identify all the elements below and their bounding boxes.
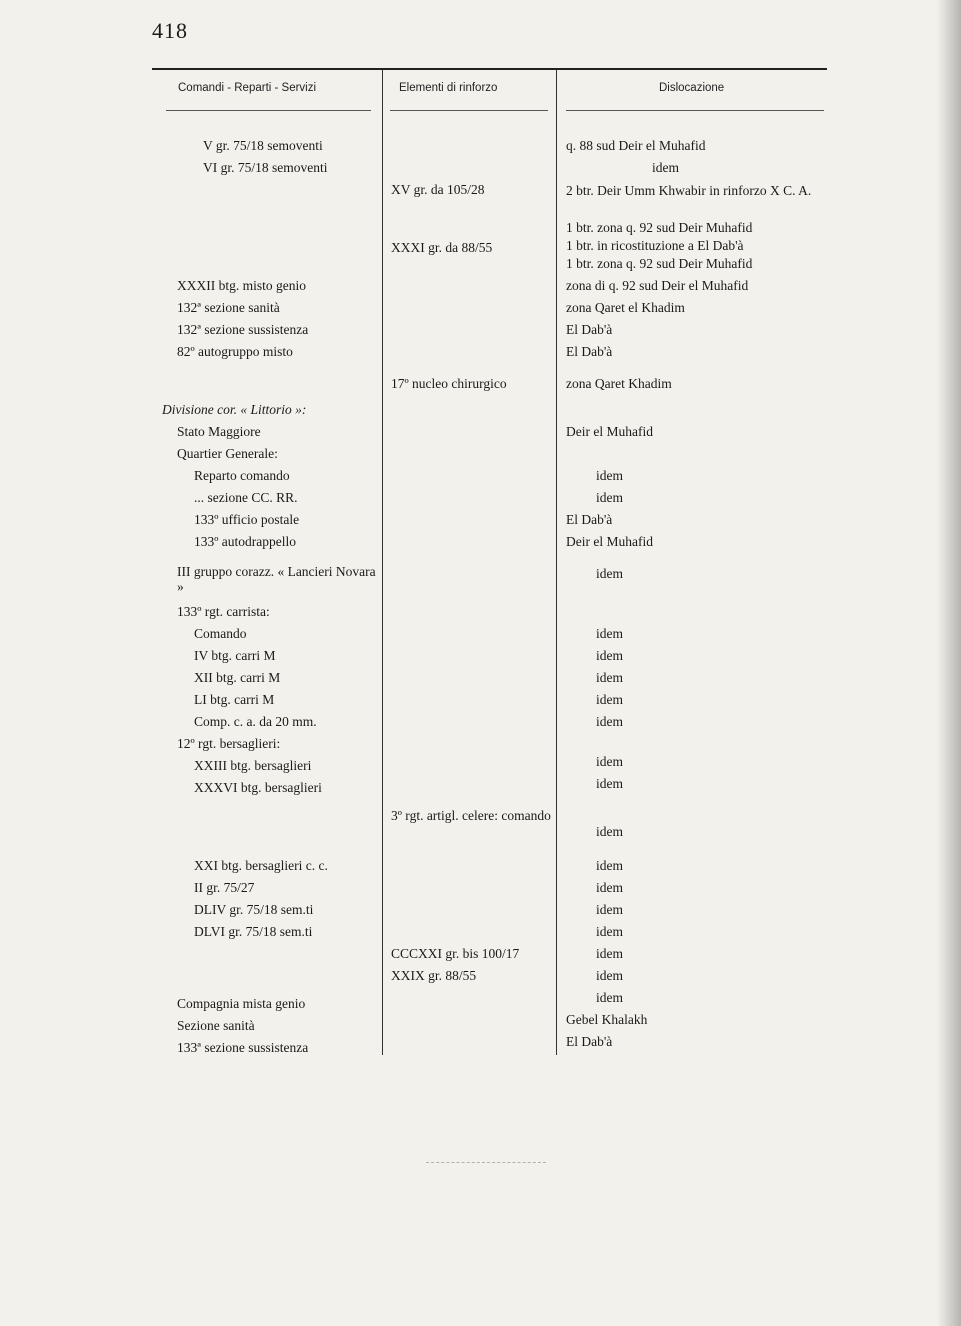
location-entry: 1 btr. zona q. 92 sud Deir Muhafid bbox=[566, 220, 753, 235]
location-entry: zona di q. 92 sud Deir el Muhafid bbox=[566, 278, 749, 293]
location-entry: zona Qaret Khadim bbox=[566, 376, 672, 391]
location-entry: idem bbox=[596, 902, 623, 917]
location-entry: Deir el Muhafid bbox=[566, 424, 653, 439]
column-header-units: Comandi - Reparti - Servizi bbox=[178, 82, 317, 94]
location-entry: El Dab'à bbox=[566, 344, 613, 359]
unit-entry: Quartier Generale: bbox=[177, 446, 278, 461]
unit-entry: ... sezione CC. RR. bbox=[194, 490, 298, 505]
unit-entry: 12º rgt. bersaglieri: bbox=[177, 736, 281, 751]
unit-entry: II gr. 75/27 bbox=[194, 880, 255, 895]
reinforcement-entry: XXIX gr. 88/55 bbox=[391, 968, 477, 983]
location-entry: 2 btr. Deir Umm Khwabir in rinforzo X C. A. bbox=[566, 183, 812, 198]
unit-entry: 133º autodrappello bbox=[194, 534, 297, 549]
location-entry: idem bbox=[596, 754, 623, 769]
unit-entry: 133ª sezione sussistenza bbox=[177, 1040, 309, 1055]
unit-entry: LI btg. carri M bbox=[194, 692, 275, 707]
unit-entry: XII btg. carri M bbox=[194, 670, 281, 685]
location-entry: Gebel Khalakh bbox=[566, 1012, 648, 1027]
header-underline-location bbox=[566, 110, 824, 111]
location-entry: idem bbox=[596, 924, 623, 939]
division-heading: Divisione cor. « Littorio »: bbox=[162, 402, 307, 417]
unit-entry: XXXII btg. misto genio bbox=[177, 278, 306, 293]
unit-entry: 132ª sezione sussistenza bbox=[177, 322, 309, 337]
location-entry: Deir el Muhafid bbox=[566, 534, 653, 549]
location-entry: idem bbox=[596, 566, 623, 581]
location-entry: zona Qaret el Khadim bbox=[566, 300, 685, 315]
location-entry: idem bbox=[596, 648, 623, 663]
location-entry: El Dab'à bbox=[566, 322, 613, 337]
unit-entry: Stato Maggiore bbox=[177, 424, 261, 439]
unit-entry: Comp. c. a. da 20 mm. bbox=[194, 714, 317, 729]
location-entry: El Dab'à bbox=[566, 512, 613, 527]
location-entry: idem bbox=[596, 990, 623, 1005]
column-separator-2 bbox=[556, 70, 557, 1055]
location-entry: idem bbox=[596, 968, 623, 983]
header-underline-reinforcements bbox=[390, 110, 548, 111]
unit-entry: DLVI gr. 75/18 sem.ti bbox=[194, 924, 313, 939]
location-entry: idem bbox=[596, 490, 623, 505]
location-entry: idem bbox=[596, 626, 623, 641]
unit-entry: V gr. 75/18 semoventi bbox=[203, 138, 323, 153]
reinforcement-entry: XXXI gr. da 88/55 bbox=[391, 240, 493, 255]
location-entry: idem bbox=[596, 880, 623, 895]
page-number: 418 bbox=[152, 18, 188, 43]
unit-entry: 132ª sezione sanità bbox=[177, 300, 280, 315]
print-smudge bbox=[426, 1162, 546, 1163]
unit-entry: 133º ufficio postale bbox=[194, 512, 300, 527]
unit-entry: XXXVI btg. bersaglieri bbox=[194, 780, 322, 795]
top-rule bbox=[152, 68, 827, 70]
unit-entry: III gruppo corazz. « Lancieri Novara » bbox=[177, 564, 376, 594]
reinforcement-entry: CCCXXI gr. bis 100/17 bbox=[391, 946, 520, 961]
location-entry: 1 btr. in ricostituzione a El Dab'à bbox=[566, 238, 744, 253]
column-separator-1 bbox=[382, 70, 383, 1055]
header-underline-units bbox=[166, 110, 371, 111]
location-entry: 1 btr. zona q. 92 sud Deir Muhafid bbox=[566, 256, 753, 271]
location-entry: idem bbox=[596, 692, 623, 707]
location-entry: idem bbox=[596, 824, 623, 839]
unit-entry: 133º rgt. carrista: bbox=[177, 604, 270, 619]
unit-entry: Comando bbox=[194, 626, 247, 641]
location-entry: idem bbox=[596, 946, 623, 961]
unit-entry: IV btg. carri M bbox=[194, 648, 276, 663]
column-header-location: Dislocazione bbox=[659, 82, 725, 94]
reinforcement-entry: 3º rgt. artigl. celere: comando bbox=[391, 808, 551, 823]
location-entry: idem bbox=[652, 160, 679, 175]
location-entry: q. 88 sud Deir el Muhafid bbox=[566, 138, 706, 153]
location-entry: idem bbox=[596, 714, 623, 729]
reinforcement-entry: 17º nucleo chirurgico bbox=[391, 376, 507, 391]
location-entry: idem bbox=[596, 776, 623, 791]
location-entry: El Dab'à bbox=[566, 1034, 613, 1049]
unit-entry: Compagnia mista genio bbox=[177, 996, 306, 1011]
unit-entry: 82º autogruppo misto bbox=[177, 344, 293, 359]
location-entry: idem bbox=[596, 468, 623, 483]
unit-entry: XXIII btg. bersaglieri bbox=[194, 758, 312, 773]
unit-entry: Reparto comando bbox=[194, 468, 290, 483]
page-edge-shadow bbox=[937, 0, 961, 1326]
location-entry: idem bbox=[596, 670, 623, 685]
unit-entry: DLIV gr. 75/18 sem.ti bbox=[194, 902, 314, 917]
unit-entry: Sezione sanità bbox=[177, 1018, 255, 1033]
location-entry: idem bbox=[596, 858, 623, 873]
column-header-reinforcements: Elementi di rinforzo bbox=[399, 82, 498, 94]
reinforcement-entry: XV gr. da 105/28 bbox=[391, 182, 485, 197]
unit-entry: VI gr. 75/18 semoventi bbox=[203, 160, 328, 175]
unit-entry: XXI btg. bersaglieri c. c. bbox=[194, 858, 328, 873]
